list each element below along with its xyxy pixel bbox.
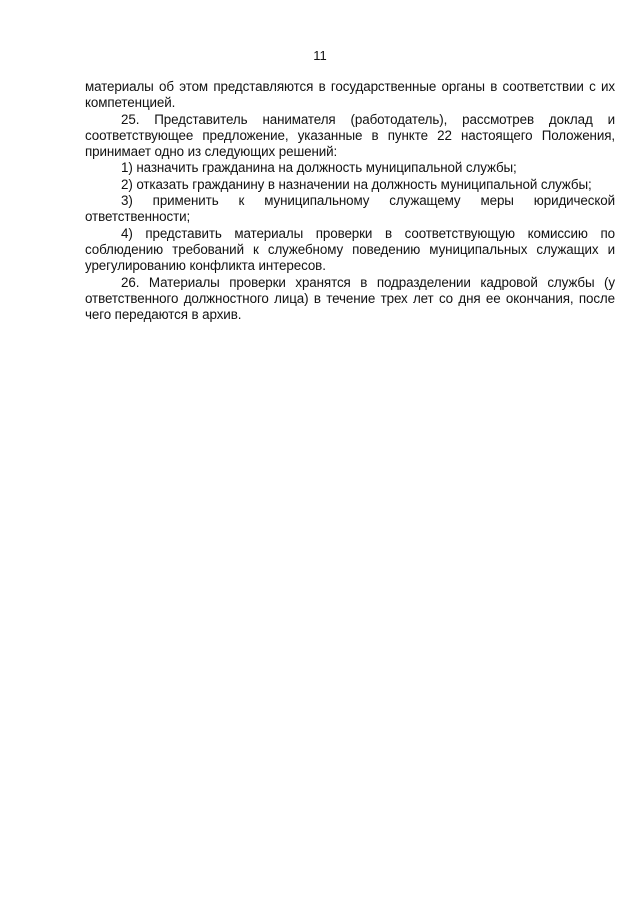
list-item-3: 3) применить к муниципальному служащему меры юридической ответственности; [85,193,615,225]
page-number: 11 [313,48,327,63]
list-item-1: 1) назначить гражданина на должность муниципальной службы; [121,160,517,176]
list-item-2: 2) отказать гражданину в назначении на должность муниципальной службы; [121,176,592,192]
document-body [85,79,615,323]
list-item-4: 4) представить материалы проверки в соответствующую комиссию по соблюдению требований к служебному поведению муниципальных служащих и урегулированию конфликта интересов. [85,225,615,274]
paragraph-item-26: 26. Материалы проверки хранятся в подразделении кадровой службы (у ответственного должностного лица) в течение трех лет со дня ее окончания, после чего передаются в архив. [85,274,615,323]
paragraph-continuation: материалы об этом представляются в государственные органы в соответствии с их компетенцией. [85,79,615,111]
paragraph-item-25: 25. Представитель нанимателя (работодатель), рассмотрев доклад и соответствующее предложение, указанные в пункте 22 настоящего Положения, принимает одно из следующих решений: [85,111,615,160]
